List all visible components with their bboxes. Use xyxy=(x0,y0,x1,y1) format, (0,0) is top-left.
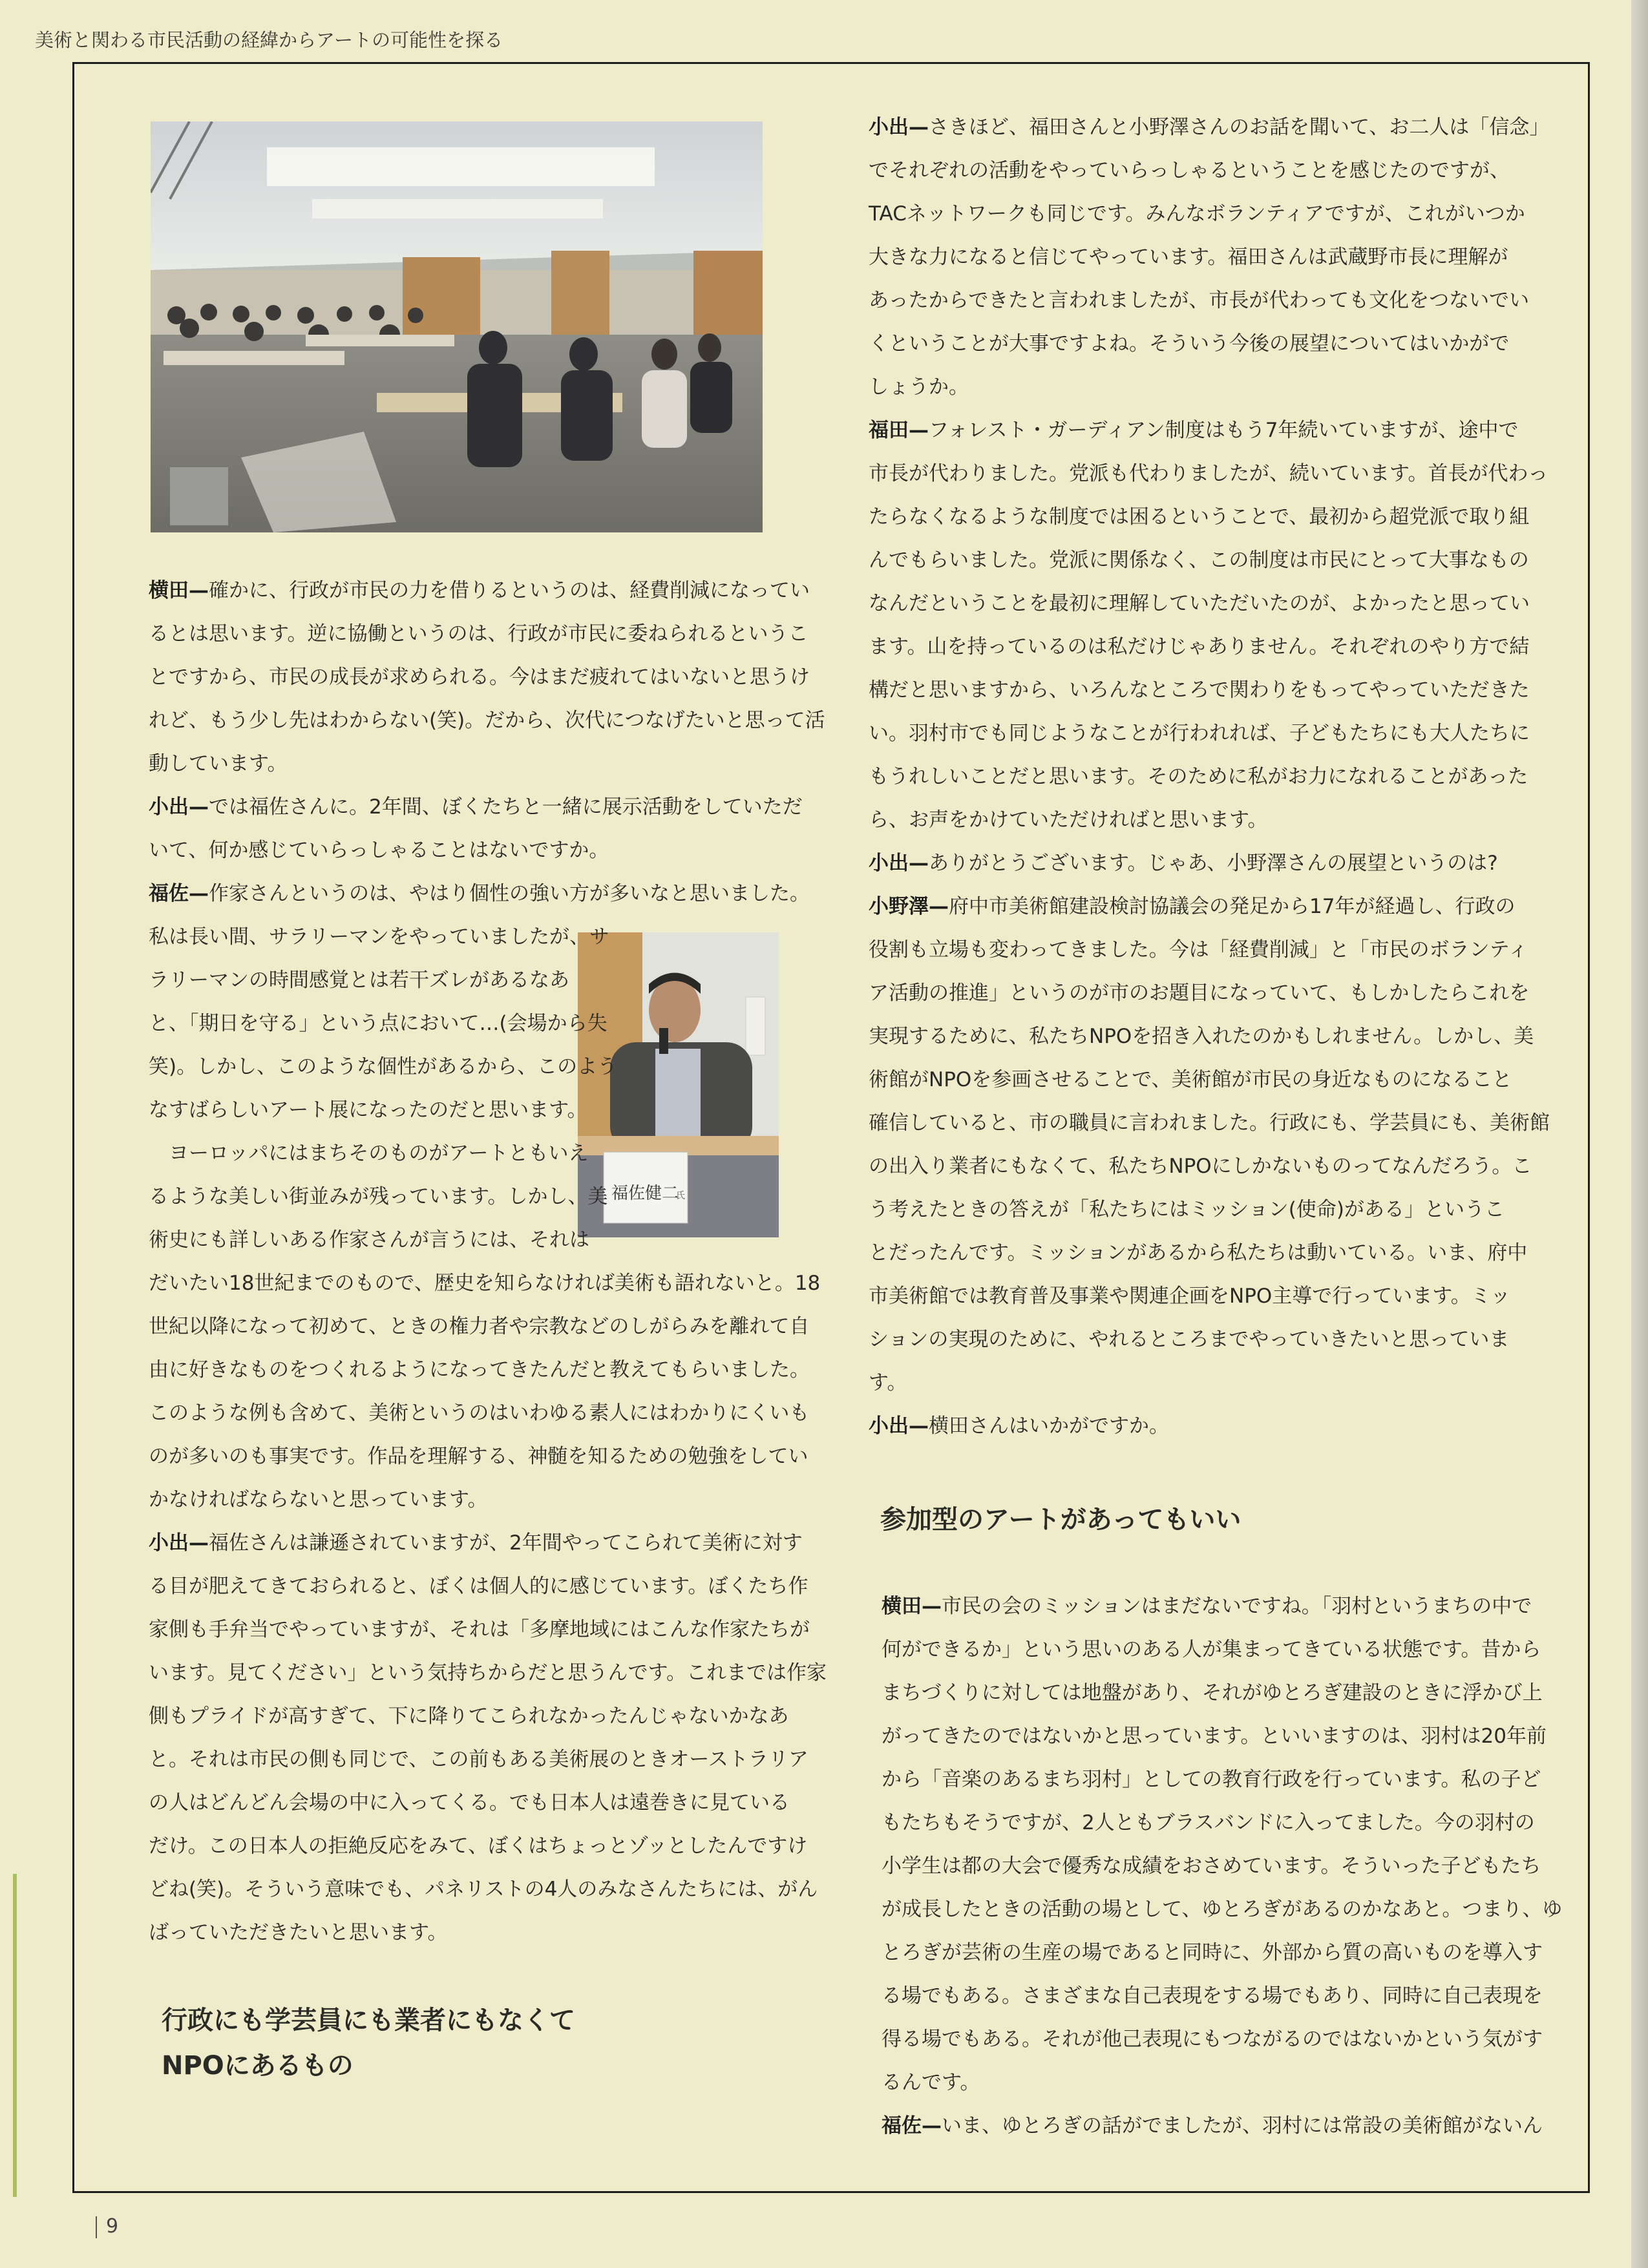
line-text: 大きな力になると信じてやっています。福田さんは武蔵野市長に理解が xyxy=(869,246,1508,269)
paragraph-line xyxy=(149,569,810,613)
paragraph-line xyxy=(882,1888,1563,1931)
line-text: 横田さんはいかがですか。 xyxy=(929,1414,1169,1438)
paragraph-line xyxy=(149,1911,769,1955)
paragraph-line xyxy=(149,742,769,786)
paragraph-line xyxy=(882,1975,1543,2018)
paragraph-line xyxy=(869,322,1510,366)
line-text: たらなくなるような制度では困るということで、最初から超党派で取り組 xyxy=(869,505,1530,529)
paragraph-line xyxy=(149,959,569,1002)
line-text: もたちもそうですが、2人ともブラスバンドに入ってました。今の羽村の xyxy=(882,1811,1535,1834)
line-text: れど、もう少し先はわからない(笑)。だから、次代につなげたいと思って活 xyxy=(149,709,825,732)
speaker-name: 小出— xyxy=(869,116,929,139)
line-text: う考えたときの答えが「私たちにはミッション(使命)がある」というこ xyxy=(869,1198,1505,1221)
line-text: 術史にも詳しいある作家さんが言うには、それは xyxy=(149,1228,589,1252)
line-text: とですから、市民の成長が求められる。今はまだ疲れてはいないと思うけ xyxy=(149,666,810,689)
placard-suffix: 氏 xyxy=(676,1191,685,1201)
paragraph-line xyxy=(149,1002,607,1045)
paragraph-line xyxy=(149,1045,618,1089)
line-text: 市民の会のミッションはまだないですね。「羽村というまちの中で xyxy=(942,1595,1532,1618)
paragraph-line xyxy=(149,613,808,656)
paragraph-line xyxy=(149,872,810,916)
right-column-text-top xyxy=(869,106,1550,1448)
speaker-name: 小出— xyxy=(869,852,929,875)
photo-symposium-audience xyxy=(151,121,763,532)
paragraph-line xyxy=(149,1262,821,1305)
line-text: 小学生は都の大会で優秀な成績をおさめています。そういった子どもたち xyxy=(882,1854,1541,1878)
line-text: しょうか。 xyxy=(869,375,969,399)
page-edge-marker xyxy=(13,1874,17,2197)
line-text: どね(笑)。そういう意味でも、パネリストの4人のみなさんたちには、がん xyxy=(149,1878,818,1901)
paragraph-line xyxy=(869,149,1510,193)
line-text: い。羽村市でも同じようなことが行われれば、子どもたちにも大人たちに xyxy=(869,722,1530,745)
line-text: 市長が代わりました。党派も代わりましたが、続いています。首長が代わっ xyxy=(869,462,1548,485)
paragraph-line xyxy=(869,279,1530,322)
line-text: なんだということを最初に理解していただいたのが、よかったと思ってい xyxy=(869,592,1530,615)
paragraph-line xyxy=(149,1435,808,1478)
paragraph-line xyxy=(869,929,1528,972)
line-text: 家側も手弁当でやっていますが、それは「多摩地域にはこんな作家たちが xyxy=(149,1618,810,1641)
paragraph-line xyxy=(869,409,1519,452)
line-text: ションの実現のために、やれるところまでやっていきたいと思っていま xyxy=(869,1328,1510,1351)
paragraph-line xyxy=(149,656,810,699)
line-text: とだったんです。ミッションがあるから私たちは動いている。いま、府中 xyxy=(869,1241,1528,1265)
line-text: さきほど、福田さんと小野澤さんのお話を聞いて、お二人は「信念」 xyxy=(929,116,1550,139)
paragraph-line xyxy=(149,1608,810,1652)
right-column-text-bottom xyxy=(882,1585,1563,2148)
paragraph-line xyxy=(869,582,1530,625)
paragraph-line xyxy=(869,1361,1502,1405)
paragraph-line xyxy=(869,496,1530,539)
heading-line-2: NPOにあるもの xyxy=(162,2051,354,2081)
line-text: 世紀以降になって初めて、ときの権力者や宗教などのしがらみを離れて自 xyxy=(149,1315,810,1338)
line-text: 構だと思いますから、いろんなところで関わりをもってやっていただきた xyxy=(869,678,1530,702)
line-text: ばっていただきたいと思います。 xyxy=(149,1921,448,1944)
paragraph-line xyxy=(149,1565,808,1608)
speaker-name: 小出— xyxy=(149,795,209,819)
line-text: では福佐さんに。2年間、ぼくたちと一緒に展示活動をしていただ xyxy=(209,795,803,819)
line-text: と、「期日を守る」という点において…(会場から失 xyxy=(149,1012,607,1035)
line-text: ヨーロッパにはまちそのものがアートともいえ xyxy=(149,1142,589,1165)
paragraph-line xyxy=(882,1758,1541,1801)
paragraph-line xyxy=(149,1478,769,1522)
line-text: でそれぞれの活動をやっていらっしゃるということを感じたのですが、 xyxy=(869,159,1510,182)
paragraph-line xyxy=(149,1132,589,1175)
speaker-name: 横田— xyxy=(149,579,209,602)
paragraph-line xyxy=(882,2105,1543,2148)
paragraph-line xyxy=(869,799,1502,842)
line-text: る場でもある。さまざまな自己表現をする場でもあり、同時に自己表現を xyxy=(882,1984,1543,2008)
line-text: くということが大事ですよね。そういう今後の展望についてはいかがで xyxy=(869,332,1510,355)
paragraph-line xyxy=(869,755,1528,799)
line-text: とろぎが芸術の生産の場であると同時に、外部から質の高いものを導入す xyxy=(882,1941,1543,1964)
paragraph-line xyxy=(882,1931,1543,1975)
paragraph-line xyxy=(869,625,1530,669)
line-text: 府中市美術館建設検討協議会の発足から17年が経過し、行政の xyxy=(949,895,1516,918)
paragraph-line xyxy=(149,1522,803,1565)
line-text: ます。山を持っているのは私だけじゃありません。それぞれのやり方で結 xyxy=(869,635,1530,658)
paragraph-line xyxy=(149,699,825,742)
speaker-name: 小出— xyxy=(149,1531,209,1555)
running-head: 美術と関わる市民活動の経緯からアートの可能性を探る xyxy=(35,29,503,51)
line-text: あったからできたと言われましたが、市長が代わっても文化をつないでい xyxy=(869,289,1530,312)
line-text: ありがとうございます。じゃあ、小野澤さんの展望というのは? xyxy=(929,852,1498,875)
paragraph-line xyxy=(869,1058,1512,1102)
line-text: 確信していると、市の職員に言われました。行政にも、学芸員にも、美術館 xyxy=(869,1111,1550,1135)
paragraph-line xyxy=(869,972,1530,1015)
paragraph-line xyxy=(149,1175,608,1219)
paragraph-line xyxy=(869,1015,1534,1058)
line-text: 実現するために、私たちNPOを招き入れたのかもしれません。しかし、美 xyxy=(869,1025,1534,1048)
paragraph-line xyxy=(869,106,1550,149)
paragraph-line xyxy=(149,1695,789,1738)
line-text: ら、お声をかけていただければと思います。 xyxy=(869,808,1268,832)
paragraph-line xyxy=(149,1219,589,1262)
paragraph-line xyxy=(149,1652,827,1695)
page-edge-shadow xyxy=(1631,0,1648,2268)
paragraph-line xyxy=(869,452,1548,496)
paragraph-line xyxy=(882,2061,1515,2105)
paragraph-line xyxy=(869,1145,1532,1188)
paragraph-line xyxy=(149,1089,587,1132)
line-text: ラリーマンの時間感覚とは若干ズレがあるなあ xyxy=(149,969,569,992)
line-text: 由に好きなものをつくれるようになってきたんだと教えてもらいました。 xyxy=(149,1358,810,1381)
line-text: 確かに、行政が市民の力を借りるというのは、経費削減になってい xyxy=(209,579,810,602)
paragraph-line xyxy=(869,842,1502,885)
line-text: TACネットワークも同じです。みんなボランティアですが、これがいつか xyxy=(869,202,1525,226)
line-text: ア活動の推進」というのが市のお題目になっていて、もしかしたらこれを xyxy=(869,982,1530,1005)
paragraph-line xyxy=(882,2018,1543,2061)
line-text: 側もプライドが高すぎて、下に降りてこられなかったんじゃないかなあ xyxy=(149,1705,789,1728)
paragraph-line xyxy=(149,1392,810,1435)
paragraph-line xyxy=(869,193,1525,236)
line-text: 何ができるか」という思いのある人が集まってきている状態です。昔から xyxy=(882,1638,1541,1661)
section-heading-participatory-art: 参加型のアートがあってもいい xyxy=(880,1505,1241,1535)
line-text: かなければならないと思っています。 xyxy=(149,1488,488,1511)
paragraph-line xyxy=(869,366,1502,409)
paragraph-line xyxy=(882,1585,1532,1628)
paragraph-line xyxy=(882,1628,1541,1672)
paragraph-line xyxy=(149,1305,810,1349)
paragraph-line xyxy=(882,1672,1543,1715)
line-text: いて、何か感じていらっしゃることはないですか。 xyxy=(149,839,609,862)
line-text: が成長したときの活動の場として、ゆとろぎがあるのかなあと。つまり、ゆ xyxy=(882,1898,1563,1921)
paragraph-line xyxy=(149,1349,810,1392)
line-text: んでもらいました。党派に関係なく、この制度は市民にとって大事なもの xyxy=(869,549,1529,572)
speaker-name: 福田— xyxy=(869,419,929,442)
line-text: なすばらしいアート展になったのだと思います。 xyxy=(149,1098,587,1122)
line-text: だけ。この日本人の拒絶反応をみて、ぼくはちょっとゾッとしたんですけ xyxy=(149,1834,808,1858)
line-text: 市美術館では教育普及事業や関連企画をNPO主導で行っています。ミッ xyxy=(869,1285,1511,1308)
line-text: 福佐さんは謙遜されていますが、2年間やってこられて美術に対す xyxy=(209,1531,803,1555)
paragraph-line xyxy=(869,1188,1505,1232)
line-text: います。見てください」という気持ちからだと思うんです。これまでは作家 xyxy=(149,1661,827,1685)
line-text: るとは思います。逆に協働というのは、行政が市民に委ねられるというこ xyxy=(149,622,808,646)
paragraph-line xyxy=(869,1102,1550,1145)
line-text: 役割も立場も変わってきました。今は「経費削減」と「市民のボランティ xyxy=(869,938,1528,961)
heading-line-1: 行政にも学芸員にも業者にもなくて xyxy=(162,2006,575,2035)
paragraph-line xyxy=(869,712,1530,755)
line-text: 作家さんというのは、やはり個性の強い方が多いなと思いました。 xyxy=(209,882,810,905)
left-column-text xyxy=(149,569,827,1955)
line-text: フォレスト・ガーディアン制度はもう7年続いていますが、途中で xyxy=(929,419,1519,442)
line-text: がってきたのではないかと思っています。といいますのは、羽村は20年前 xyxy=(882,1725,1547,1748)
paragraph-line xyxy=(149,786,803,829)
speaker-name: 小出— xyxy=(869,1414,929,1438)
paragraph-line xyxy=(882,1715,1547,1758)
page-number xyxy=(96,2215,118,2238)
paragraph-line xyxy=(882,1801,1535,1845)
line-text: だいたい18世紀までのもので、歴史を知らなければ美術も語れないと。18 xyxy=(149,1272,821,1295)
paragraph-line xyxy=(149,1781,790,1825)
paragraph-line xyxy=(869,236,1508,279)
speaker-name: 横田— xyxy=(882,1595,942,1618)
line-text: 得る場でもある。それが他己表現にもつながるのではないかという気がす xyxy=(882,2028,1543,2051)
paragraph-line xyxy=(869,885,1516,929)
line-text: このような例も含めて、美術というのはいわゆる素人にはわかりにくいも xyxy=(149,1402,810,1425)
page-number-value: 9 xyxy=(106,2215,119,2238)
line-text: るような美しい街並みが残っています。しかし、美 xyxy=(149,1185,608,1208)
line-text: の出入り業者にもなくて、私たちNPOにしかないものってなんだろう。こ xyxy=(869,1155,1532,1178)
placard-name: 福佐健二 xyxy=(611,1184,679,1203)
paragraph-line xyxy=(149,829,769,872)
page-number-rule xyxy=(96,2216,97,2238)
paragraph-line xyxy=(149,1868,818,1911)
paragraph-line xyxy=(869,669,1530,712)
line-text: もうれしいことだと思います。そのために私がお力になれることがあった xyxy=(869,765,1528,788)
line-text: 笑)。しかし、このような個性があるから、このよう xyxy=(149,1055,618,1078)
speaker-name: 小野澤— xyxy=(869,895,949,918)
line-text: る目が肥えてきておられると、ぼくは個人的に感じています。ぼくたち作 xyxy=(149,1575,808,1598)
line-text: 動しています。 xyxy=(149,752,288,775)
section-heading-npo xyxy=(162,1998,575,2088)
line-text: るんです。 xyxy=(882,2071,980,2094)
paragraph-line xyxy=(869,1232,1528,1275)
speaker-name: 福佐— xyxy=(149,882,209,905)
paragraph-line xyxy=(869,539,1529,582)
speaker-name: 福佐— xyxy=(882,2114,942,2137)
paragraph-line xyxy=(149,1738,808,1781)
paragraph-line xyxy=(882,1845,1541,1888)
line-text: まちづくりに対しては地盤があり、それがゆとろぎ建設のときに浮かび上 xyxy=(882,1681,1543,1705)
line-text: の人はどんどん会場の中に入ってくる。でも日本人は遠巻きに見ている xyxy=(149,1791,790,1814)
paragraph-line xyxy=(149,916,609,959)
line-text: 術館がNPOを参画させることで、美術館が市民の身近なものになること xyxy=(869,1068,1512,1091)
paragraph-line xyxy=(869,1405,1502,1448)
line-text: 私は長い間、サラリーマンをやっていましたが、サ xyxy=(149,925,609,949)
line-text: と。それは市民の側も同じで、この前もある美術展のときオーストラリア xyxy=(149,1748,808,1771)
paragraph-line xyxy=(869,1275,1511,1318)
paragraph-line xyxy=(149,1825,808,1868)
line-text: のが多いのも事実です。作品を理解する、神髄を知るための勉強をしてい xyxy=(149,1445,808,1468)
line-text: す。 xyxy=(869,1371,907,1394)
paragraph-line xyxy=(869,1318,1510,1361)
line-text: から「音楽のあるまち羽村」としての教育行政を行っています。私の子ど xyxy=(882,1768,1541,1791)
line-text: いま、ゆとろぎの話がでましたが、羽村には常設の美術館がないん xyxy=(942,2114,1543,2137)
